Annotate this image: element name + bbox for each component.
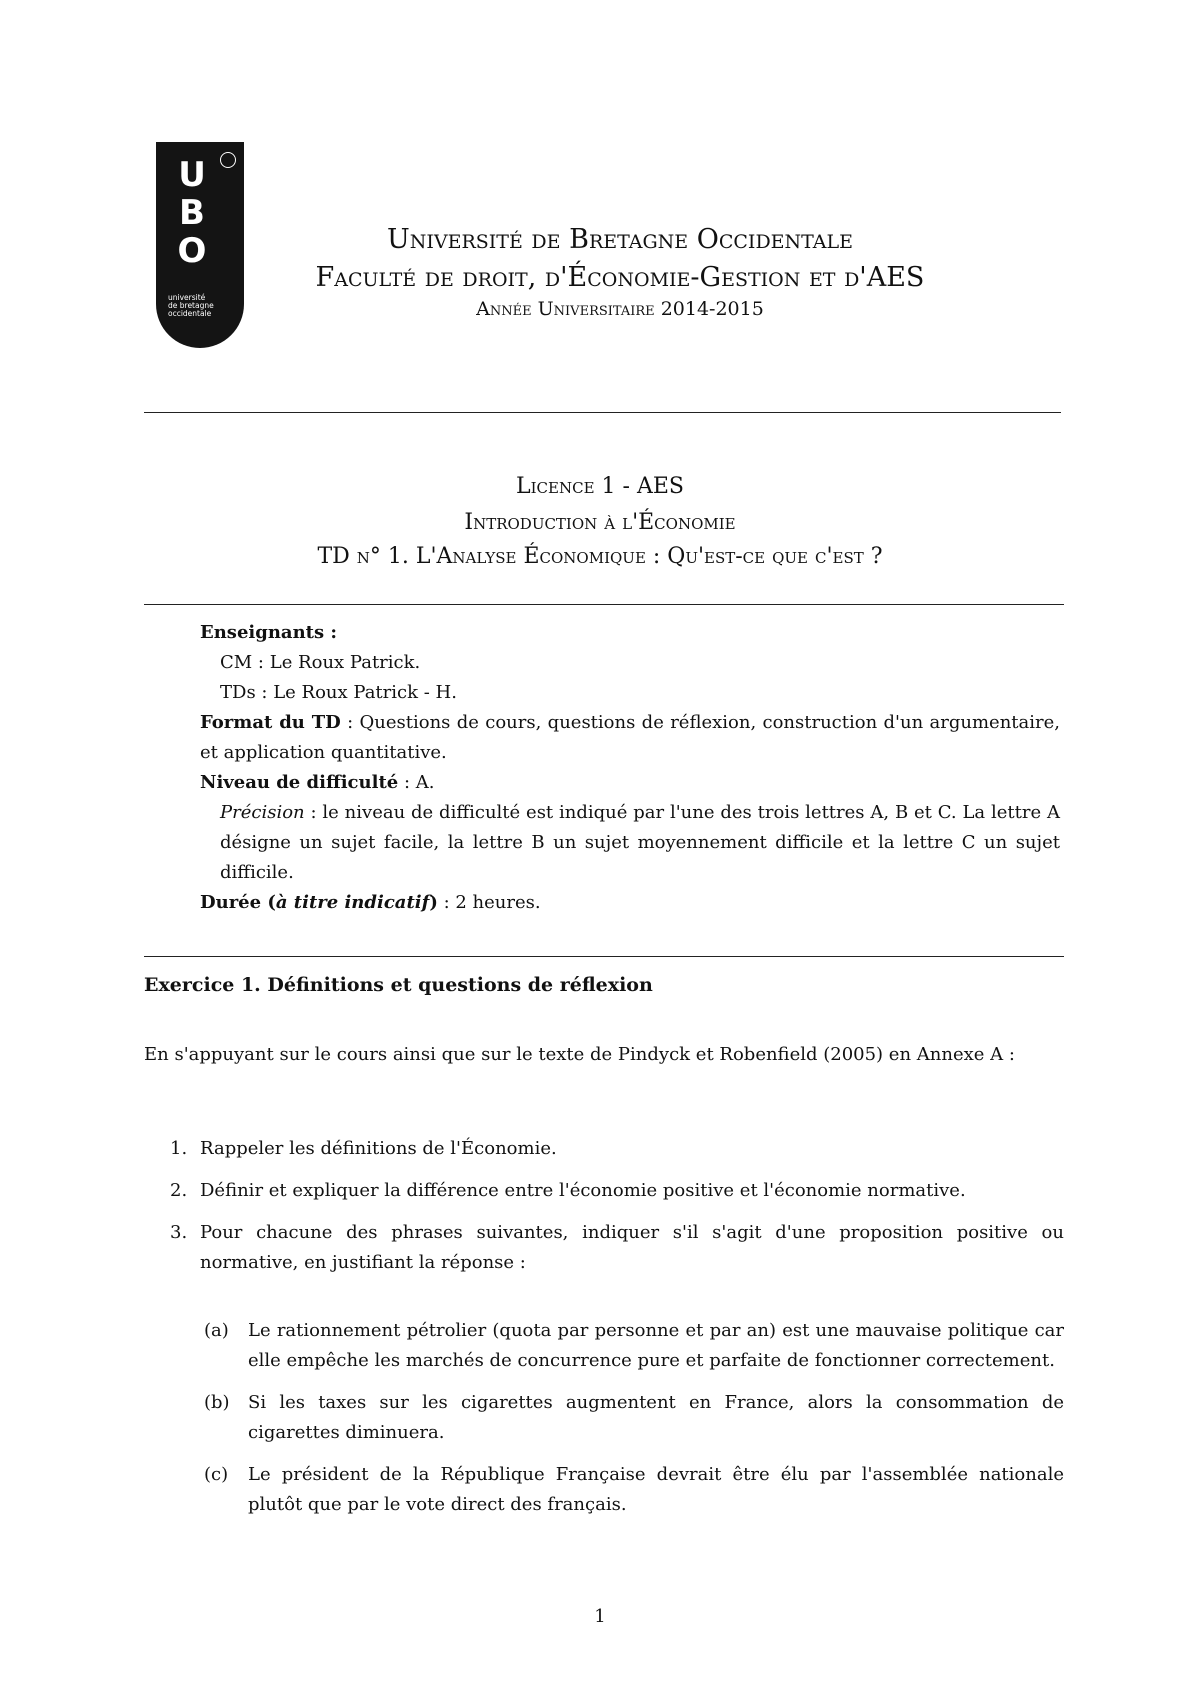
teachers-label: Enseignants :	[200, 622, 338, 643]
academic-year: Année Universitaire 2014-2015	[476, 298, 764, 320]
university-name: Université de Bretagne Occidentale	[386, 224, 854, 255]
list-item: 2. Définir et expliquer la différence entre l'économie positive et l'économie normative.	[170, 1180, 966, 1201]
duration-line: Durée (à titre indicatif) : 2 heures.	[200, 892, 541, 913]
divider-course	[144, 604, 1064, 605]
page-number: 1	[594, 1606, 606, 1627]
td-title: TD n° 1. L'Analyse Économique : Qu'est-ce que c'est ?	[317, 544, 883, 569]
info-block	[200, 618, 1060, 918]
tds-line: TDs : Le Roux Patrick - H.	[220, 682, 457, 703]
seal-icon	[220, 152, 236, 168]
cm-value: Le Roux Patrick.	[269, 652, 421, 673]
logo-subtext: université de bretagne occidentale	[168, 293, 214, 318]
list-item: (a) Le rationnement pétrolier (quota par personne et par an) est une mauvaise politique car elle empêche les marchés de concurrence pure et parfaite de fonctionner correctement.	[204, 1320, 1064, 1371]
precision-line: Précision : le niveau de difficulté est indiqué par l'une des trois lettres A, B et C. La lettre A désigne un sujet facile, la lettre B un sujet moyennement difficile et la lettre C un sujet difficile.	[220, 802, 1060, 883]
cm-line: CM : Le Roux Patrick.	[220, 652, 421, 673]
faculty-name: Faculté de droit, d'Économie-Gestion et d'AES	[315, 262, 925, 293]
course-subject: Introduction à l'Économie	[464, 510, 736, 535]
tds-value: Le Roux Patrick - H.	[273, 682, 457, 703]
question-list	[170, 1134, 1064, 1278]
course-level: Licence 1 - AES	[516, 474, 684, 499]
divider-info	[144, 956, 1064, 957]
exercise-title: Exercice 1. Définitions et questions de réflexion	[144, 974, 653, 996]
logo-letters: U B O	[177, 155, 207, 271]
list-item: 3. Pour chacune des phrases suivantes, indiquer s'il s'agit d'une proposition positive ou normative, en justifiant la réponse :	[170, 1222, 1064, 1273]
list-item: (b) Si les taxes sur les cigarettes augmentent en France, alors la consommation de cigarettes diminuera.	[204, 1392, 1064, 1443]
exercise-intro: En s'appuyant sur le cours ainsi que sur le texte de Pindyck et Robenfield (2005) en Annexe A :	[144, 1044, 1015, 1065]
difficulty-line: Niveau de difficulté : A.	[200, 772, 435, 793]
list-item: 1. Rappeler les définitions de l'Économie.	[170, 1138, 557, 1159]
list-item: (c) Le président de la République Française devrait être élu par l'assemblée nationale plutôt que par le vote direct des français.	[204, 1464, 1064, 1515]
divider-top	[144, 412, 1061, 413]
format-line: Format du TD : Questions de cours, questions de réflexion, construction d'un argumentaire, et application quantitative.	[200, 712, 1060, 763]
sub-question-list	[204, 1316, 1064, 1520]
